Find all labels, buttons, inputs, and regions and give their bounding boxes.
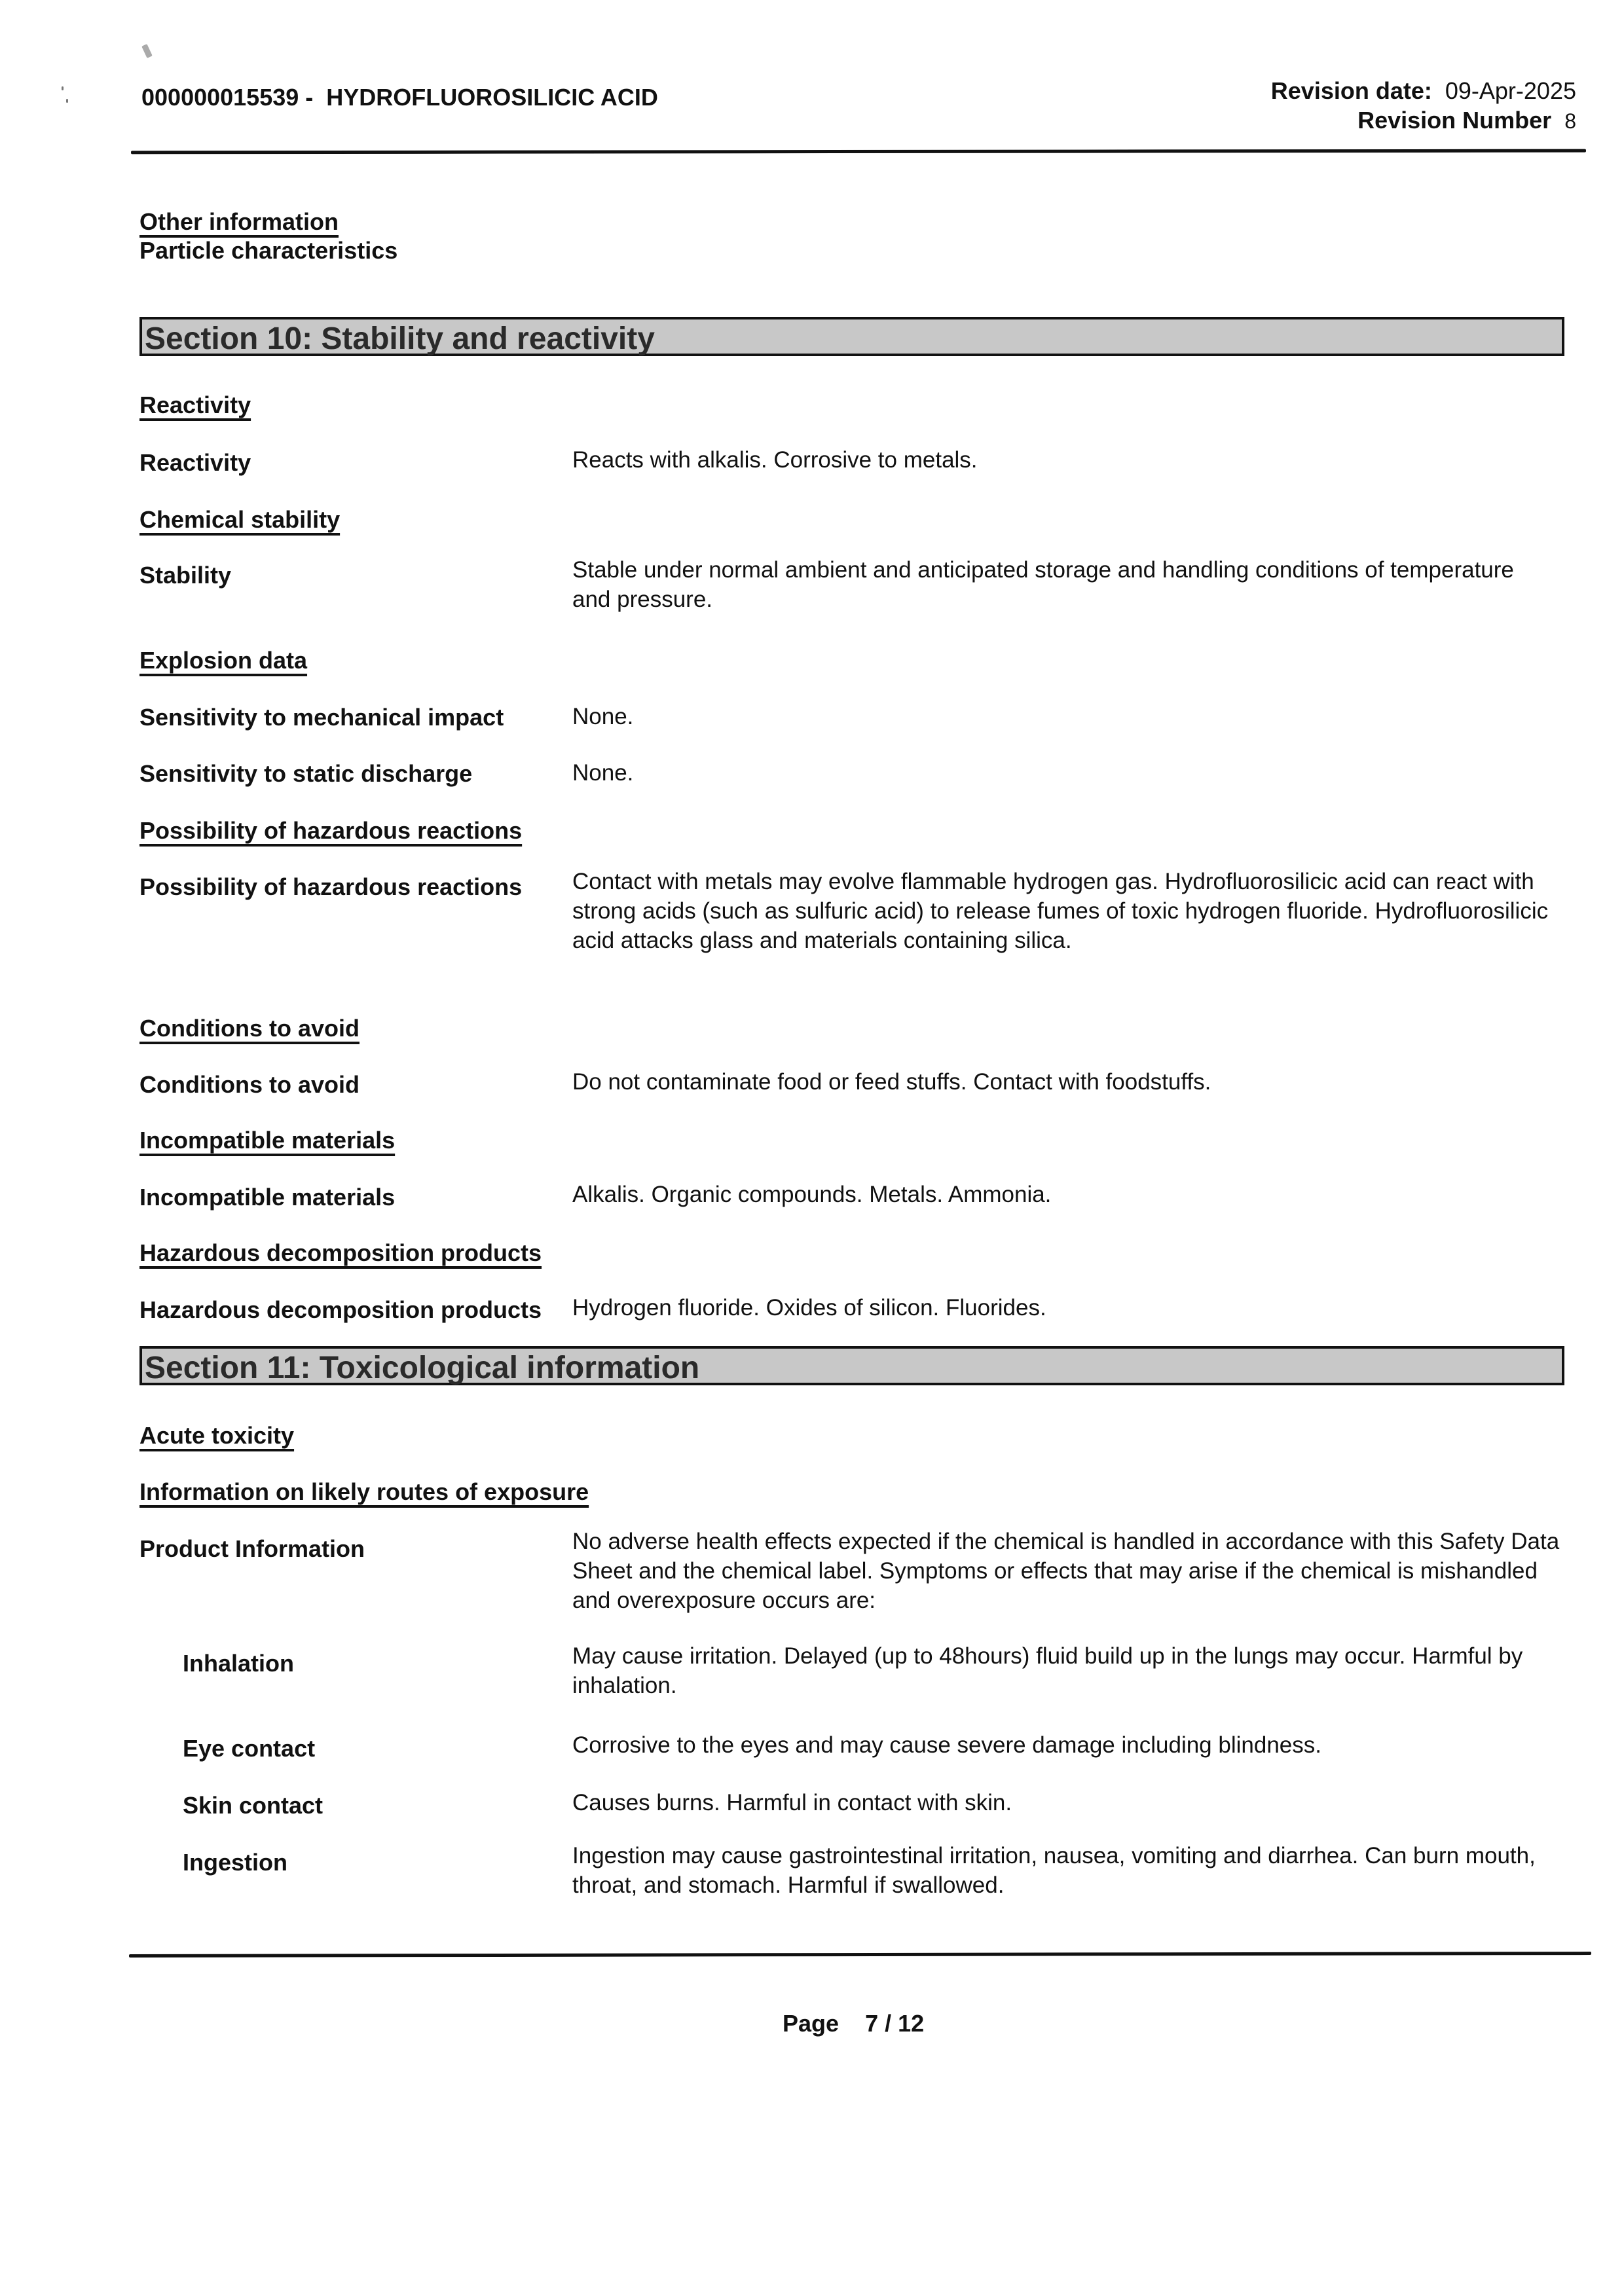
product-code: 000000015539 - (141, 84, 314, 111)
section-10-header (139, 317, 1564, 356)
hazardous-reactions-value: Contact with metals may evolve flammable hydrogen gas. Hydrofluorosilicic acid can react with strong acids (such as sulfuric acid) to release fumes of toxic hydrogen fluoride. Hydrofluorosilicic acid attacks glass and materials containing silica. (572, 869, 1549, 953)
product-information-value: No adverse health effects expected if the chemical is handled in accordance with this Safety Data Sheet and the chemical label. Symptoms or effects that may arise if the chemical is mishandled and overexposure occurs are: (572, 1529, 1560, 1613)
skin-contact-value: Causes burns. Harmful in contact with skin. (572, 1790, 1012, 1815)
incompatible-materials-label: Incompatible materials (139, 1184, 396, 1211)
chemical-stability-heading: Chemical stability (139, 506, 341, 533)
revision-date (1271, 77, 1576, 105)
inhalation-label: Inhalation (183, 1650, 294, 1677)
conditions-to-avoid-label: Conditions to avoid (139, 1071, 360, 1098)
footer-divider (129, 1952, 1591, 1958)
decomposition-products-label: Hazardous decomposition products (139, 1296, 542, 1323)
incompatible-materials-heading: Incompatible materials (139, 1127, 396, 1154)
explosion-data-heading: Explosion data (139, 647, 308, 674)
hazardous-reactions-label: Possibility of hazardous reactions (139, 873, 523, 900)
scan-speck (66, 99, 68, 103)
product-information-label: Product Information (139, 1535, 365, 1562)
ingestion-value: Ingestion may cause gastrointestinal irritation, nausea, vomiting and diarrhea. Can burn mouth, throat, and stomach. Harmful if swallowed. (572, 1843, 1536, 1898)
page-number: 7 / 12 (865, 2010, 925, 2037)
section-11-header (139, 1346, 1564, 1385)
reactivity-value: Reacts with alkalis. Corrosive to metals. (572, 447, 978, 473)
mechanical-impact-label: Sensitivity to mechanical impact (139, 704, 504, 731)
other-information-heading: Other information (139, 208, 339, 235)
revision-number-label: Revision Number (1357, 107, 1552, 134)
revision-date-value: 09-Apr-2025 (1445, 77, 1576, 104)
conditions-to-avoid-heading: Conditions to avoid (139, 1015, 360, 1042)
static-discharge-label: Sensitivity to static discharge (139, 760, 473, 787)
hazardous-reactions-heading: Possibility of hazardous reactions (139, 817, 523, 844)
particle-characteristics-label: Particle characteristics (139, 237, 398, 264)
routes-of-exposure-heading: Information on likely routes of exposure (139, 1478, 589, 1505)
reactivity-label: Reactivity (139, 449, 251, 476)
revision-date-label: Revision date: (1270, 77, 1432, 104)
page-indicator (783, 2010, 924, 2037)
eye-contact-label: Eye contact (183, 1735, 316, 1762)
ingestion-label: Ingestion (183, 1849, 287, 1876)
product-id (141, 84, 658, 111)
eye-contact-value: Corrosive to the eyes and may cause severe damage including blindness. (572, 1732, 1321, 1758)
section-11-title: Section 11: Toxicological information (145, 1351, 700, 1385)
inhalation-value: May cause irritation. Delayed (up to 48hours) fluid build up in the lungs may occur. Harmful by inhalation. (572, 1643, 1523, 1698)
acute-toxicity-heading: Acute toxicity (139, 1422, 295, 1449)
stability-value: Stable under normal ambient and anticipated storage and handling conditions of temperature and pressure. (572, 557, 1514, 612)
product-name: HYDROFLUOROSILICIC ACID (326, 84, 658, 111)
revision-number-value: 8 (1564, 109, 1576, 133)
skin-contact-label: Skin contact (183, 1792, 323, 1819)
page-label: Page (783, 2010, 840, 2037)
reactivity-heading: Reactivity (139, 392, 251, 418)
scan-speck (62, 86, 64, 90)
incompatible-materials-value: Alkalis. Organic compounds. Metals. Ammonia. (572, 1182, 1052, 1207)
scan-speck (141, 44, 153, 58)
section-10-title: Section 10: Stability and reactivity (145, 321, 655, 356)
decomposition-products-value: Hydrogen fluoride. Oxides of silicon. Fluorides. (572, 1295, 1046, 1321)
conditions-to-avoid-value: Do not contaminate food or feed stuffs. Contact with foodstuffs. (572, 1069, 1211, 1095)
revision-number (1357, 107, 1576, 134)
header-divider (131, 149, 1586, 155)
static-discharge-value: None. (572, 760, 634, 786)
mechanical-impact-value: None. (572, 704, 634, 729)
decomposition-products-heading: Hazardous decomposition products (139, 1239, 542, 1266)
stability-label: Stability (139, 562, 232, 589)
